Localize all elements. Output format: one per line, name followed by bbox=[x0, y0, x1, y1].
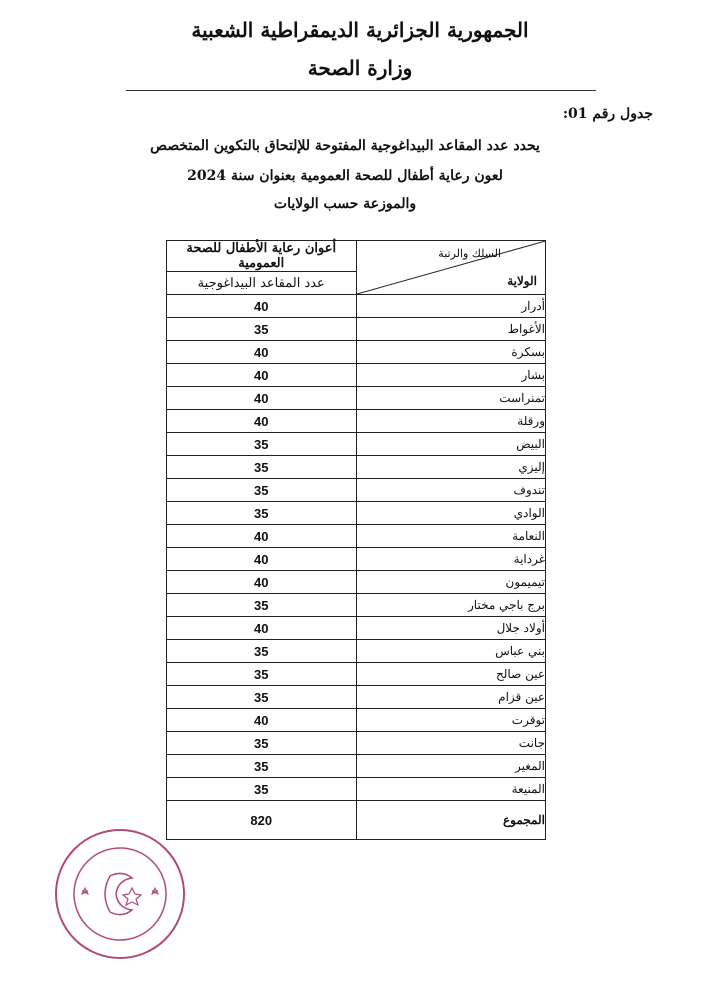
corner-header bbox=[356, 241, 546, 295]
wilaya-name: توقرت bbox=[356, 709, 546, 732]
table-row bbox=[167, 663, 546, 686]
seats-count: 35 bbox=[167, 663, 357, 686]
table-row bbox=[167, 295, 546, 318]
table-row bbox=[167, 341, 546, 364]
seats-count: 35 bbox=[167, 502, 357, 525]
republic-title: الجمهورية الجزائرية الديمقراطية الشعبية bbox=[191, 18, 529, 42]
wilaya-name: النعامة bbox=[356, 525, 546, 548]
seats-count: 40 bbox=[167, 571, 357, 594]
seats-count: 35 bbox=[167, 686, 357, 709]
total-row bbox=[167, 801, 546, 840]
wilaya-name: الوادي bbox=[356, 502, 546, 525]
total-value: 820 bbox=[167, 801, 357, 840]
table-row bbox=[167, 525, 546, 548]
seats-count: 40 bbox=[167, 410, 357, 433]
table-row bbox=[167, 456, 546, 479]
wilaya-name: المغير bbox=[356, 755, 546, 778]
wilaya-name: جانت bbox=[356, 732, 546, 755]
wilaya-name: أولاد جلال bbox=[356, 617, 546, 640]
table-row bbox=[167, 686, 546, 709]
wilaya-name: البيض bbox=[356, 433, 546, 456]
seats-count: 40 bbox=[167, 525, 357, 548]
wilaya-name: تندوف bbox=[356, 479, 546, 502]
wilaya-name: بسكرة bbox=[356, 341, 546, 364]
table-row bbox=[167, 617, 546, 640]
wilaya-name: المنيعة bbox=[356, 778, 546, 801]
seats-count: 40 bbox=[167, 341, 357, 364]
corner-wilaya-label: الولاية bbox=[507, 274, 537, 288]
seats-count: 40 bbox=[167, 548, 357, 571]
intro-line-1: يحدد عدد المقاعد البيداغوجية المفتوحة للإلتحاق بالتكوين المتخصص bbox=[150, 138, 540, 154]
seats-count: 35 bbox=[167, 640, 357, 663]
wilaya-name: ورقلة bbox=[356, 410, 546, 433]
wilaya-name: بشار bbox=[356, 364, 546, 387]
seats-count: 35 bbox=[167, 732, 357, 755]
seats-subheader: عدد المقاعد البيداغوجية bbox=[167, 272, 357, 295]
wilaya-name: غرداية bbox=[356, 548, 546, 571]
wilaya-name: بني عباس bbox=[356, 640, 546, 663]
table-row bbox=[167, 732, 546, 755]
ministry-title: وزارة الصحة bbox=[307, 56, 413, 80]
seats-count: 40 bbox=[167, 364, 357, 387]
table-row bbox=[167, 364, 546, 387]
seats-count: 35 bbox=[167, 594, 357, 617]
table-row bbox=[167, 502, 546, 525]
intro-line-3: والموزعة حسب الولايات bbox=[273, 196, 417, 212]
table-row bbox=[167, 778, 546, 801]
wilaya-name: أدرار bbox=[356, 295, 546, 318]
table-row bbox=[167, 548, 546, 571]
corner-rank-label: السلك والرتبة bbox=[438, 247, 501, 260]
wilaya-name: تمنراست bbox=[356, 387, 546, 410]
wilaya-name: عين قزام bbox=[356, 686, 546, 709]
seats-count: 35 bbox=[167, 456, 357, 479]
wilaya-name: برج باجي مختار bbox=[356, 594, 546, 617]
seats-table bbox=[166, 240, 546, 840]
table-row bbox=[167, 755, 546, 778]
table-row bbox=[167, 318, 546, 341]
wilaya-name: إليزي bbox=[356, 456, 546, 479]
table-row bbox=[167, 640, 546, 663]
intro-line-2: لعون رعاية أطفال للصحة العمومية بعنوان سنة 2024 bbox=[187, 168, 503, 184]
table-row bbox=[167, 594, 546, 617]
seats-count: 35 bbox=[167, 479, 357, 502]
table-row bbox=[167, 709, 546, 732]
category-header: أعوان رعاية الأطفال للصحة العمومية bbox=[167, 241, 357, 272]
wilaya-name: الأغواط bbox=[356, 318, 546, 341]
table-row bbox=[167, 410, 546, 433]
header-divider bbox=[126, 90, 596, 91]
table-row bbox=[167, 433, 546, 456]
wilaya-name: عين صالح bbox=[356, 663, 546, 686]
seats-count: 40 bbox=[167, 295, 357, 318]
seats-count: 35 bbox=[167, 433, 357, 456]
total-label: المجموع bbox=[356, 801, 546, 840]
seats-count: 35 bbox=[167, 755, 357, 778]
table-number-label: جدول رقم 01: bbox=[562, 106, 653, 122]
seats-count: 40 bbox=[167, 387, 357, 410]
seats-count: 35 bbox=[167, 778, 357, 801]
seats-count: 40 bbox=[167, 617, 357, 640]
table-row bbox=[167, 571, 546, 594]
official-stamp bbox=[52, 826, 188, 962]
table-row bbox=[167, 479, 546, 502]
wilaya-name: تيميمون bbox=[356, 571, 546, 594]
table-row bbox=[167, 387, 546, 410]
seats-count: 40 bbox=[167, 709, 357, 732]
seats-count: 35 bbox=[167, 318, 357, 341]
